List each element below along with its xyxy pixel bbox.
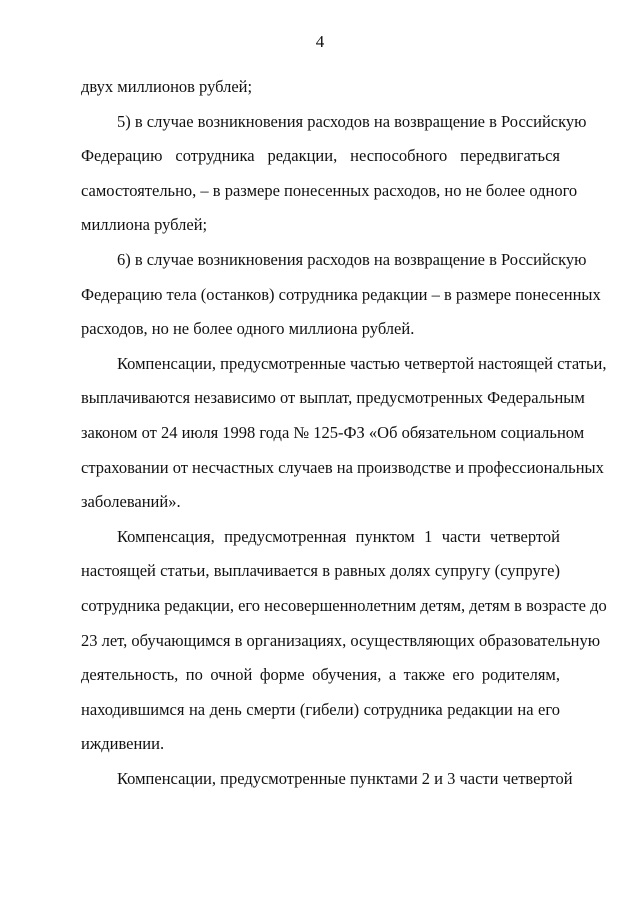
text-line: Федерацию тела (останков) сотрудника редакции – в размере понесенных bbox=[81, 284, 601, 304]
text-line: находившимся на день смерти (гибели) сотрудника редакции на его bbox=[81, 699, 560, 719]
text-line: 6) в случае возникновения расходов на возвращение в Российскую bbox=[117, 249, 587, 269]
text-line: Компенсация, предусмотренная пунктом 1 части четвертой bbox=[117, 526, 560, 546]
text-line: страховании от несчастных случаев на производстве и профессиональных bbox=[81, 457, 604, 477]
text-line: сотрудника редакции, его несовершеннолетним детям, детям в возрасте до bbox=[81, 595, 607, 615]
text-line: Компенсации, предусмотренные пунктами 2 и 3 части четвертой bbox=[117, 768, 573, 788]
text-line: 5) в случае возникновения расходов на возвращение в Российскую bbox=[117, 111, 587, 131]
text-line: самостоятельно, – в размере понесенных расходов, но не более одного bbox=[81, 180, 578, 200]
document-body bbox=[81, 70, 607, 796]
text-line: 23 лет, обучающимся в организациях, осуществляющих образовательную bbox=[81, 630, 601, 650]
text-line: выплачиваются независимо от выплат, предусмотренных Федеральным bbox=[81, 388, 585, 408]
text-line: Федерацию сотрудника редакции, неспособного передвигаться bbox=[81, 146, 560, 166]
text-line: двух миллионов рублей; bbox=[81, 77, 253, 96]
text-line: иждивении. bbox=[81, 734, 165, 754]
text-line: деятельность, по очной форме обучения, а также его родителям, bbox=[81, 665, 560, 685]
text-line: миллиона рублей; bbox=[81, 215, 208, 235]
page-number: 4 bbox=[315, 32, 325, 51]
text-line: расходов, но не более одного миллиона рублей. bbox=[81, 319, 415, 339]
text-line: Компенсации, предусмотренные частью четвертой настоящей статьи, bbox=[117, 353, 607, 373]
text-line: настоящей статьи, выплачивается в равных долях супругу (супруге) bbox=[81, 561, 560, 581]
text-line: заболеваний». bbox=[81, 492, 181, 512]
text-line: законом от 24 июля 1998 года № 125-ФЗ «Об обязательном социальном bbox=[81, 422, 585, 442]
